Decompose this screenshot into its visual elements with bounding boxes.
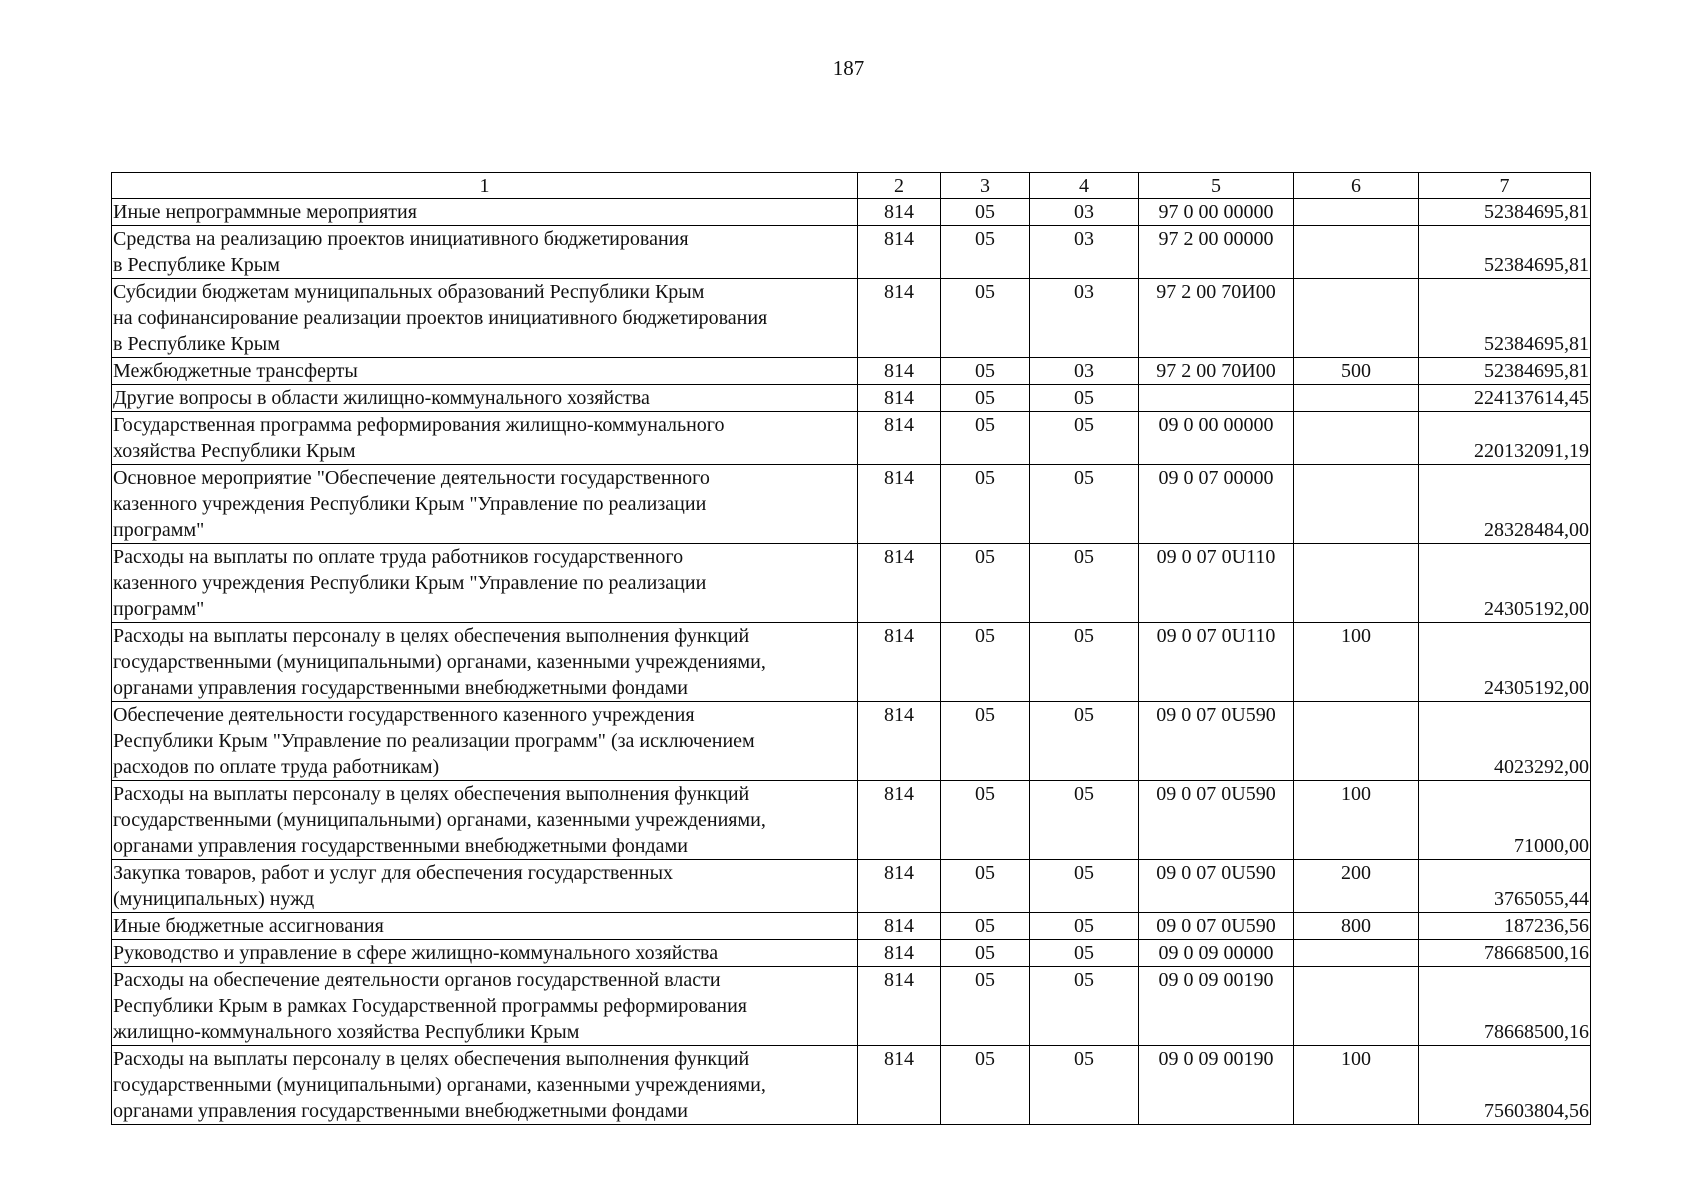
expense-name-cell: Руководство и управление в сфере жилищно-коммунального хозяйства [112, 940, 858, 967]
ministry-code-cell: 814 [858, 623, 941, 702]
expense-name-cell: Иные непрограммные мероприятия [112, 199, 858, 226]
amount-cell: 52384695,81 [1419, 226, 1591, 279]
amount-cell: 3765055,44 [1419, 860, 1591, 913]
ministry-code-cell: 814 [858, 967, 941, 1046]
expense-type-cell: 100 [1294, 623, 1419, 702]
section-code-cell: 05 [941, 860, 1030, 913]
target-article-cell: 09 0 07 0U590 [1139, 913, 1294, 940]
section-code-cell: 05 [941, 623, 1030, 702]
subsection-code-cell: 05 [1030, 1046, 1139, 1125]
target-article-cell: 09 0 07 0U590 [1139, 781, 1294, 860]
target-article-cell: 97 2 00 00000 [1139, 226, 1294, 279]
target-article-cell: 97 0 00 00000 [1139, 199, 1294, 226]
expense-name-cell: Расходы на выплаты персоналу в целях обеспечения выполнения функций государственными (муниципальными) органами, казенными учреждениями, органами управления государственными внебюджетными фондами [112, 781, 858, 860]
subsection-code-cell: 03 [1030, 358, 1139, 385]
expense-type-cell: 500 [1294, 358, 1419, 385]
subsection-code-cell: 05 [1030, 940, 1139, 967]
section-code-cell: 05 [941, 279, 1030, 358]
ministry-code-cell: 814 [858, 940, 941, 967]
expense-type-cell: 100 [1294, 781, 1419, 860]
subsection-code-cell: 05 [1030, 702, 1139, 781]
amount-cell: 28328484,00 [1419, 465, 1591, 544]
expense-type-cell: 100 [1294, 1046, 1419, 1125]
expense-name-cell: Расходы на обеспечение деятельности органов государственной власти Республики Крым в рамках Государственной программы реформирования жилищно-коммунального хозяйства Республики Крым [112, 967, 858, 1046]
amount-cell: 75603804,56 [1419, 1046, 1591, 1125]
target-article-cell: 09 0 07 0U110 [1139, 623, 1294, 702]
target-article-cell: 09 0 09 00000 [1139, 940, 1294, 967]
ministry-code-cell: 814 [858, 199, 941, 226]
subsection-code-cell: 05 [1030, 967, 1139, 1046]
subsection-code-cell: 05 [1030, 385, 1139, 412]
target-article-cell: 09 0 07 0U590 [1139, 702, 1294, 781]
table-row [112, 967, 1591, 1046]
subsection-code-cell: 03 [1030, 226, 1139, 279]
target-article-cell: 09 0 00 00000 [1139, 412, 1294, 465]
target-article-cell: 09 0 09 00190 [1139, 967, 1294, 1046]
page-number: 187 [832, 56, 865, 80]
section-code-cell: 05 [941, 544, 1030, 623]
section-code-cell: 05 [941, 702, 1030, 781]
target-article-cell: 97 2 00 70И00 [1139, 279, 1294, 358]
column-header: 2 [858, 173, 941, 199]
ministry-code-cell: 814 [858, 860, 941, 913]
ministry-code-cell: 814 [858, 385, 941, 412]
ministry-code-cell: 814 [858, 544, 941, 623]
amount-cell: 52384695,81 [1419, 199, 1591, 226]
amount-cell: 4023292,00 [1419, 702, 1591, 781]
table-row [112, 940, 1591, 967]
subsection-code-cell: 05 [1030, 465, 1139, 544]
section-code-cell: 05 [941, 940, 1030, 967]
table-row [112, 279, 1591, 358]
amount-cell: 24305192,00 [1419, 544, 1591, 623]
ministry-code-cell: 814 [858, 913, 941, 940]
ministry-code-cell: 814 [858, 279, 941, 358]
section-code-cell: 05 [941, 913, 1030, 940]
ministry-code-cell: 814 [858, 358, 941, 385]
amount-cell: 78668500,16 [1419, 940, 1591, 967]
section-code-cell: 05 [941, 199, 1030, 226]
subsection-code-cell: 05 [1030, 860, 1139, 913]
column-header: 3 [941, 173, 1030, 199]
section-code-cell: 05 [941, 358, 1030, 385]
amount-cell: 71000,00 [1419, 781, 1591, 860]
subsection-code-cell: 03 [1030, 199, 1139, 226]
subsection-code-cell: 05 [1030, 544, 1139, 623]
target-article-cell [1139, 385, 1294, 412]
expense-name-cell: Расходы на выплаты по оплате труда работников государственного казенного учреждения Республики Крым "Управление по реализации программ" [112, 544, 858, 623]
ministry-code-cell: 814 [858, 702, 941, 781]
expense-name-cell: Государственная программа реформирования жилищно-коммунального хозяйства Республики Крым [112, 412, 858, 465]
ministry-code-cell: 814 [858, 226, 941, 279]
section-code-cell: 05 [941, 385, 1030, 412]
expense-type-cell [1294, 412, 1419, 465]
expense-type-cell [1294, 199, 1419, 226]
target-article-cell: 09 0 07 0U590 [1139, 860, 1294, 913]
table-row [112, 913, 1591, 940]
ministry-code-cell: 814 [858, 1046, 941, 1125]
expense-name-cell: Средства на реализацию проектов инициативного бюджетирования в Республике Крым [112, 226, 858, 279]
subsection-code-cell: 05 [1030, 781, 1139, 860]
column-header: 5 [1139, 173, 1294, 199]
expense-type-cell [1294, 465, 1419, 544]
table-row [112, 860, 1591, 913]
table-row [112, 199, 1591, 226]
amount-cell: 220132091,19 [1419, 412, 1591, 465]
target-article-cell: 09 0 07 0U110 [1139, 544, 1294, 623]
expense-type-cell [1294, 279, 1419, 358]
section-code-cell: 05 [941, 465, 1030, 544]
expense-name-cell: Расходы на выплаты персоналу в целях обеспечения выполнения функций государственными (муниципальными) органами, казенными учреждениями, органами управления государственными внебюджетными фондами [112, 623, 858, 702]
expense-type-cell [1294, 940, 1419, 967]
table-row [112, 781, 1591, 860]
expense-type-cell [1294, 544, 1419, 623]
expense-type-cell: 800 [1294, 913, 1419, 940]
expense-type-cell [1294, 967, 1419, 1046]
subsection-code-cell: 05 [1030, 412, 1139, 465]
expense-name-cell: Субсидии бюджетам муниципальных образований Республики Крым на софинансирование реализации проектов инициативного бюджетирования в Республике Крым [112, 279, 858, 358]
subsection-code-cell: 05 [1030, 913, 1139, 940]
column-header: 7 [1419, 173, 1591, 199]
table-row [112, 544, 1591, 623]
table-row [112, 226, 1591, 279]
expense-name-cell: Обеспечение деятельности государственного казенного учреждения Республики Крым "Управление по реализации программ" (за исключением расходов по оплате труда работникам) [112, 702, 858, 781]
target-article-cell: 09 0 09 00190 [1139, 1046, 1294, 1125]
table-row [112, 1046, 1591, 1125]
table-row [112, 623, 1591, 702]
target-article-cell: 09 0 07 00000 [1139, 465, 1294, 544]
table-row [112, 358, 1591, 385]
expense-name-cell: Межбюджетные трансферты [112, 358, 858, 385]
budget-table [111, 172, 1591, 1125]
column-header: 4 [1030, 173, 1139, 199]
amount-cell: 52384695,81 [1419, 358, 1591, 385]
expense-type-cell [1294, 702, 1419, 781]
amount-cell: 24305192,00 [1419, 623, 1591, 702]
column-number-row [112, 173, 1591, 199]
expense-name-cell: Закупка товаров, работ и услуг для обеспечения государственных (муниципальных) нужд [112, 860, 858, 913]
expense-type-cell: 200 [1294, 860, 1419, 913]
amount-cell: 224137614,45 [1419, 385, 1591, 412]
table-row [112, 702, 1591, 781]
subsection-code-cell: 05 [1030, 623, 1139, 702]
amount-cell: 78668500,16 [1419, 967, 1591, 1046]
expense-type-cell [1294, 226, 1419, 279]
section-code-cell: 05 [941, 967, 1030, 1046]
expense-type-cell [1294, 385, 1419, 412]
ministry-code-cell: 814 [858, 412, 941, 465]
expense-name-cell: Расходы на выплаты персоналу в целях обеспечения выполнения функций государственными (муниципальными) органами, казенными учреждениями, органами управления государственными внебюджетными фондами [112, 1046, 858, 1125]
expense-name-cell: Иные бюджетные ассигнования [112, 913, 858, 940]
column-header: 1 [112, 173, 858, 199]
section-code-cell: 05 [941, 1046, 1030, 1125]
ministry-code-cell: 814 [858, 465, 941, 544]
table-row [112, 412, 1591, 465]
section-code-cell: 05 [941, 412, 1030, 465]
ministry-code-cell: 814 [858, 781, 941, 860]
column-header: 6 [1294, 173, 1419, 199]
target-article-cell: 97 2 00 70И00 [1139, 358, 1294, 385]
table-body [112, 199, 1591, 1125]
table-row [112, 385, 1591, 412]
expense-name-cell: Основное мероприятие "Обеспечение деятельности государственного казенного учреждения Республики Крым "Управление по реализации программ" [112, 465, 858, 544]
subsection-code-cell: 03 [1030, 279, 1139, 358]
expense-name-cell: Другие вопросы в области жилищно-коммунального хозяйства [112, 385, 858, 412]
table-row [112, 465, 1591, 544]
amount-cell: 187236,56 [1419, 913, 1591, 940]
amount-cell: 52384695,81 [1419, 279, 1591, 358]
section-code-cell: 05 [941, 781, 1030, 860]
section-code-cell: 05 [941, 226, 1030, 279]
